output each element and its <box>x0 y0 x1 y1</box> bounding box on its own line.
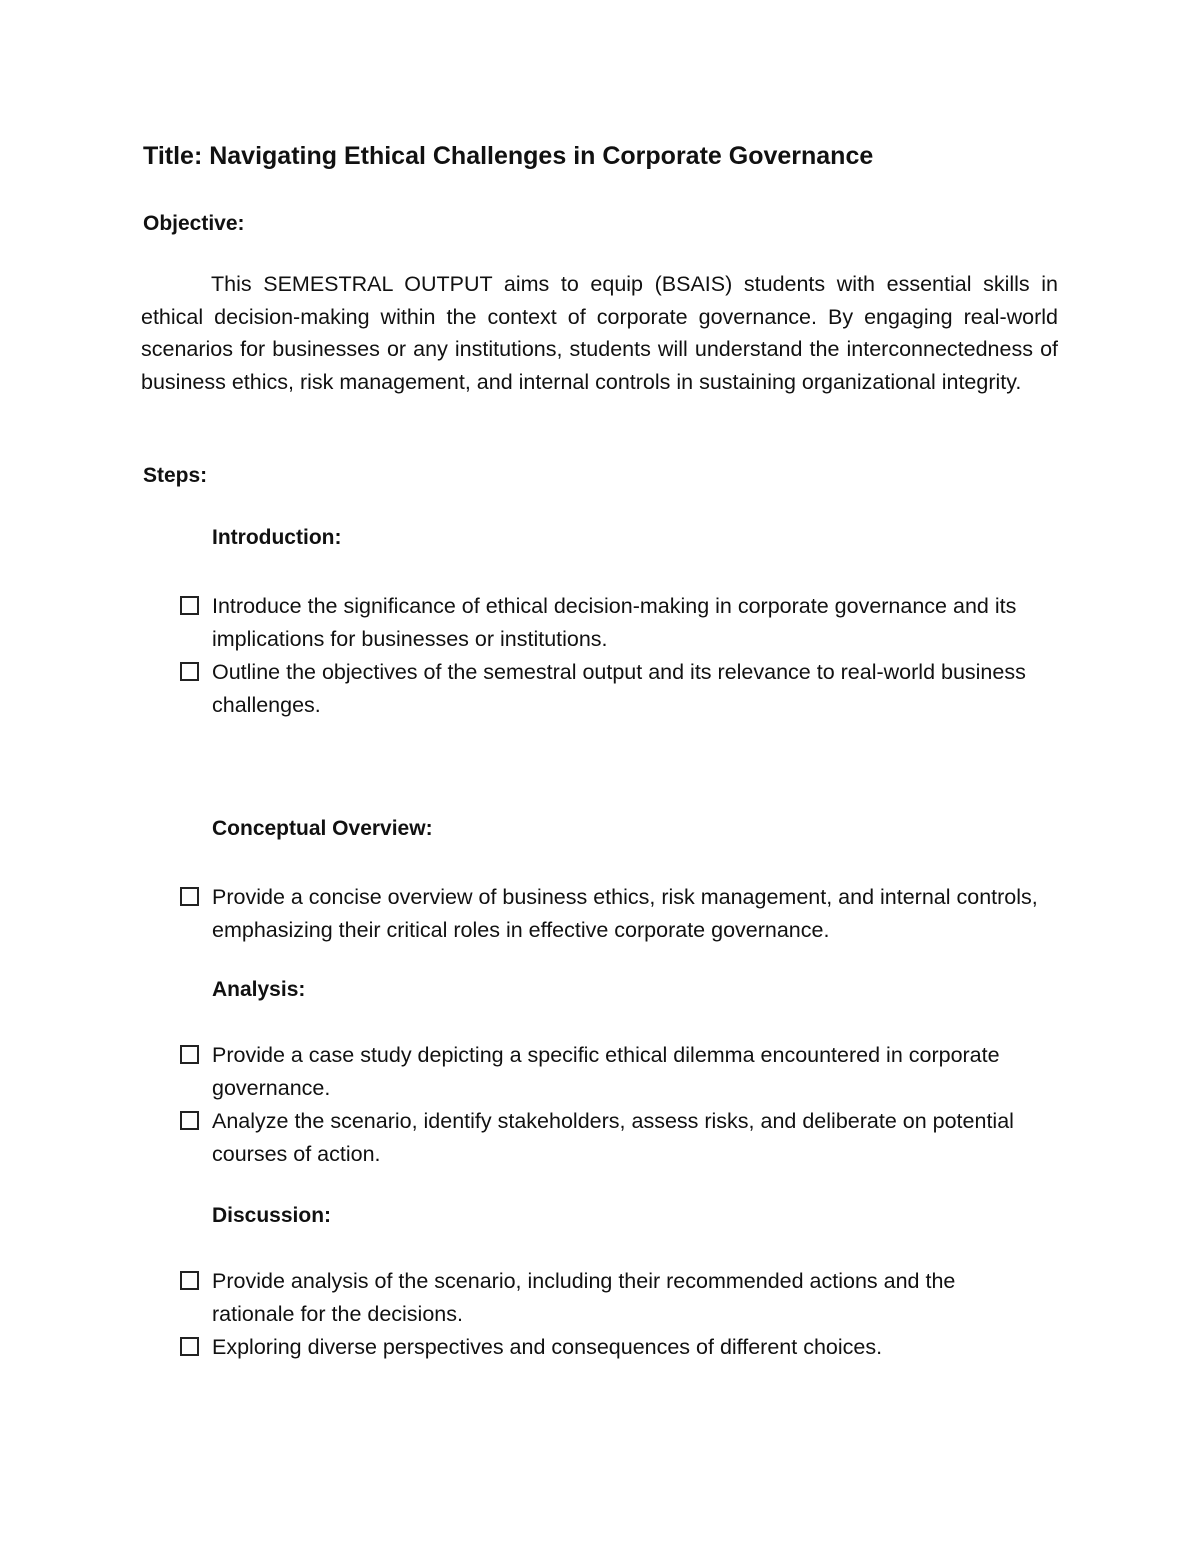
checklist-item-text: Exploring diverse perspectives and consequences of different choices. <box>212 1335 883 1359</box>
checkbox-icon[interactable] <box>180 887 199 906</box>
checklist-item-text: Introduce the significance of ethical decision-making in corporate governance and its implications for businesses or institutions. <box>212 594 1017 651</box>
section-heading-discussion: Discussion: <box>212 1204 332 1227</box>
section-heading-conceptual-overview: Conceptual Overview: <box>212 817 433 840</box>
checkbox-icon[interactable] <box>180 1271 199 1290</box>
document-title: Title: Navigating Ethical Challenges in Corporate Governance <box>143 142 874 170</box>
section-heading-introduction: Introduction: <box>212 526 342 549</box>
checklist-item-text: Outline the objectives of the semestral output and its relevance to real-world business challenges. <box>212 660 1026 717</box>
objective-label: Objective: <box>143 212 245 235</box>
checkbox-icon[interactable] <box>180 662 199 681</box>
checklist-item-text: Analyze the scenario, identify stakeholders, assess risks, and deliberate on potential courses of action. <box>212 1109 1014 1166</box>
checklist-item-text: Provide a concise overview of business ethics, risk management, and internal controls, emphasizing their critical roles in effective corporate governance. <box>212 885 1038 942</box>
checkbox-icon[interactable] <box>180 596 199 615</box>
section-heading-analysis: Analysis: <box>212 978 306 1001</box>
objective-paragraph: This SEMESTRAL OUTPUT aims to equip (BSAIS) students with essential skills in ethical decision-making within the context of corporate governance. By engaging real-world scenarios for businesses or any institutions, students will understand the interconnectedness of business ethics, risk management, and internal controls in sustaining organizational integrity. <box>141 272 1058 394</box>
checkbox-icon[interactable] <box>180 1045 199 1064</box>
checkbox-icon[interactable] <box>180 1337 199 1356</box>
checklist-item-text: Provide analysis of the scenario, including their recommended actions and the rationale for the decisions. <box>212 1269 956 1326</box>
checklist-item-text: Provide a case study depicting a specific ethical dilemma encountered in corporate governance. <box>212 1043 1000 1100</box>
steps-label: Steps: <box>143 464 208 487</box>
checkbox-icon[interactable] <box>180 1111 199 1130</box>
